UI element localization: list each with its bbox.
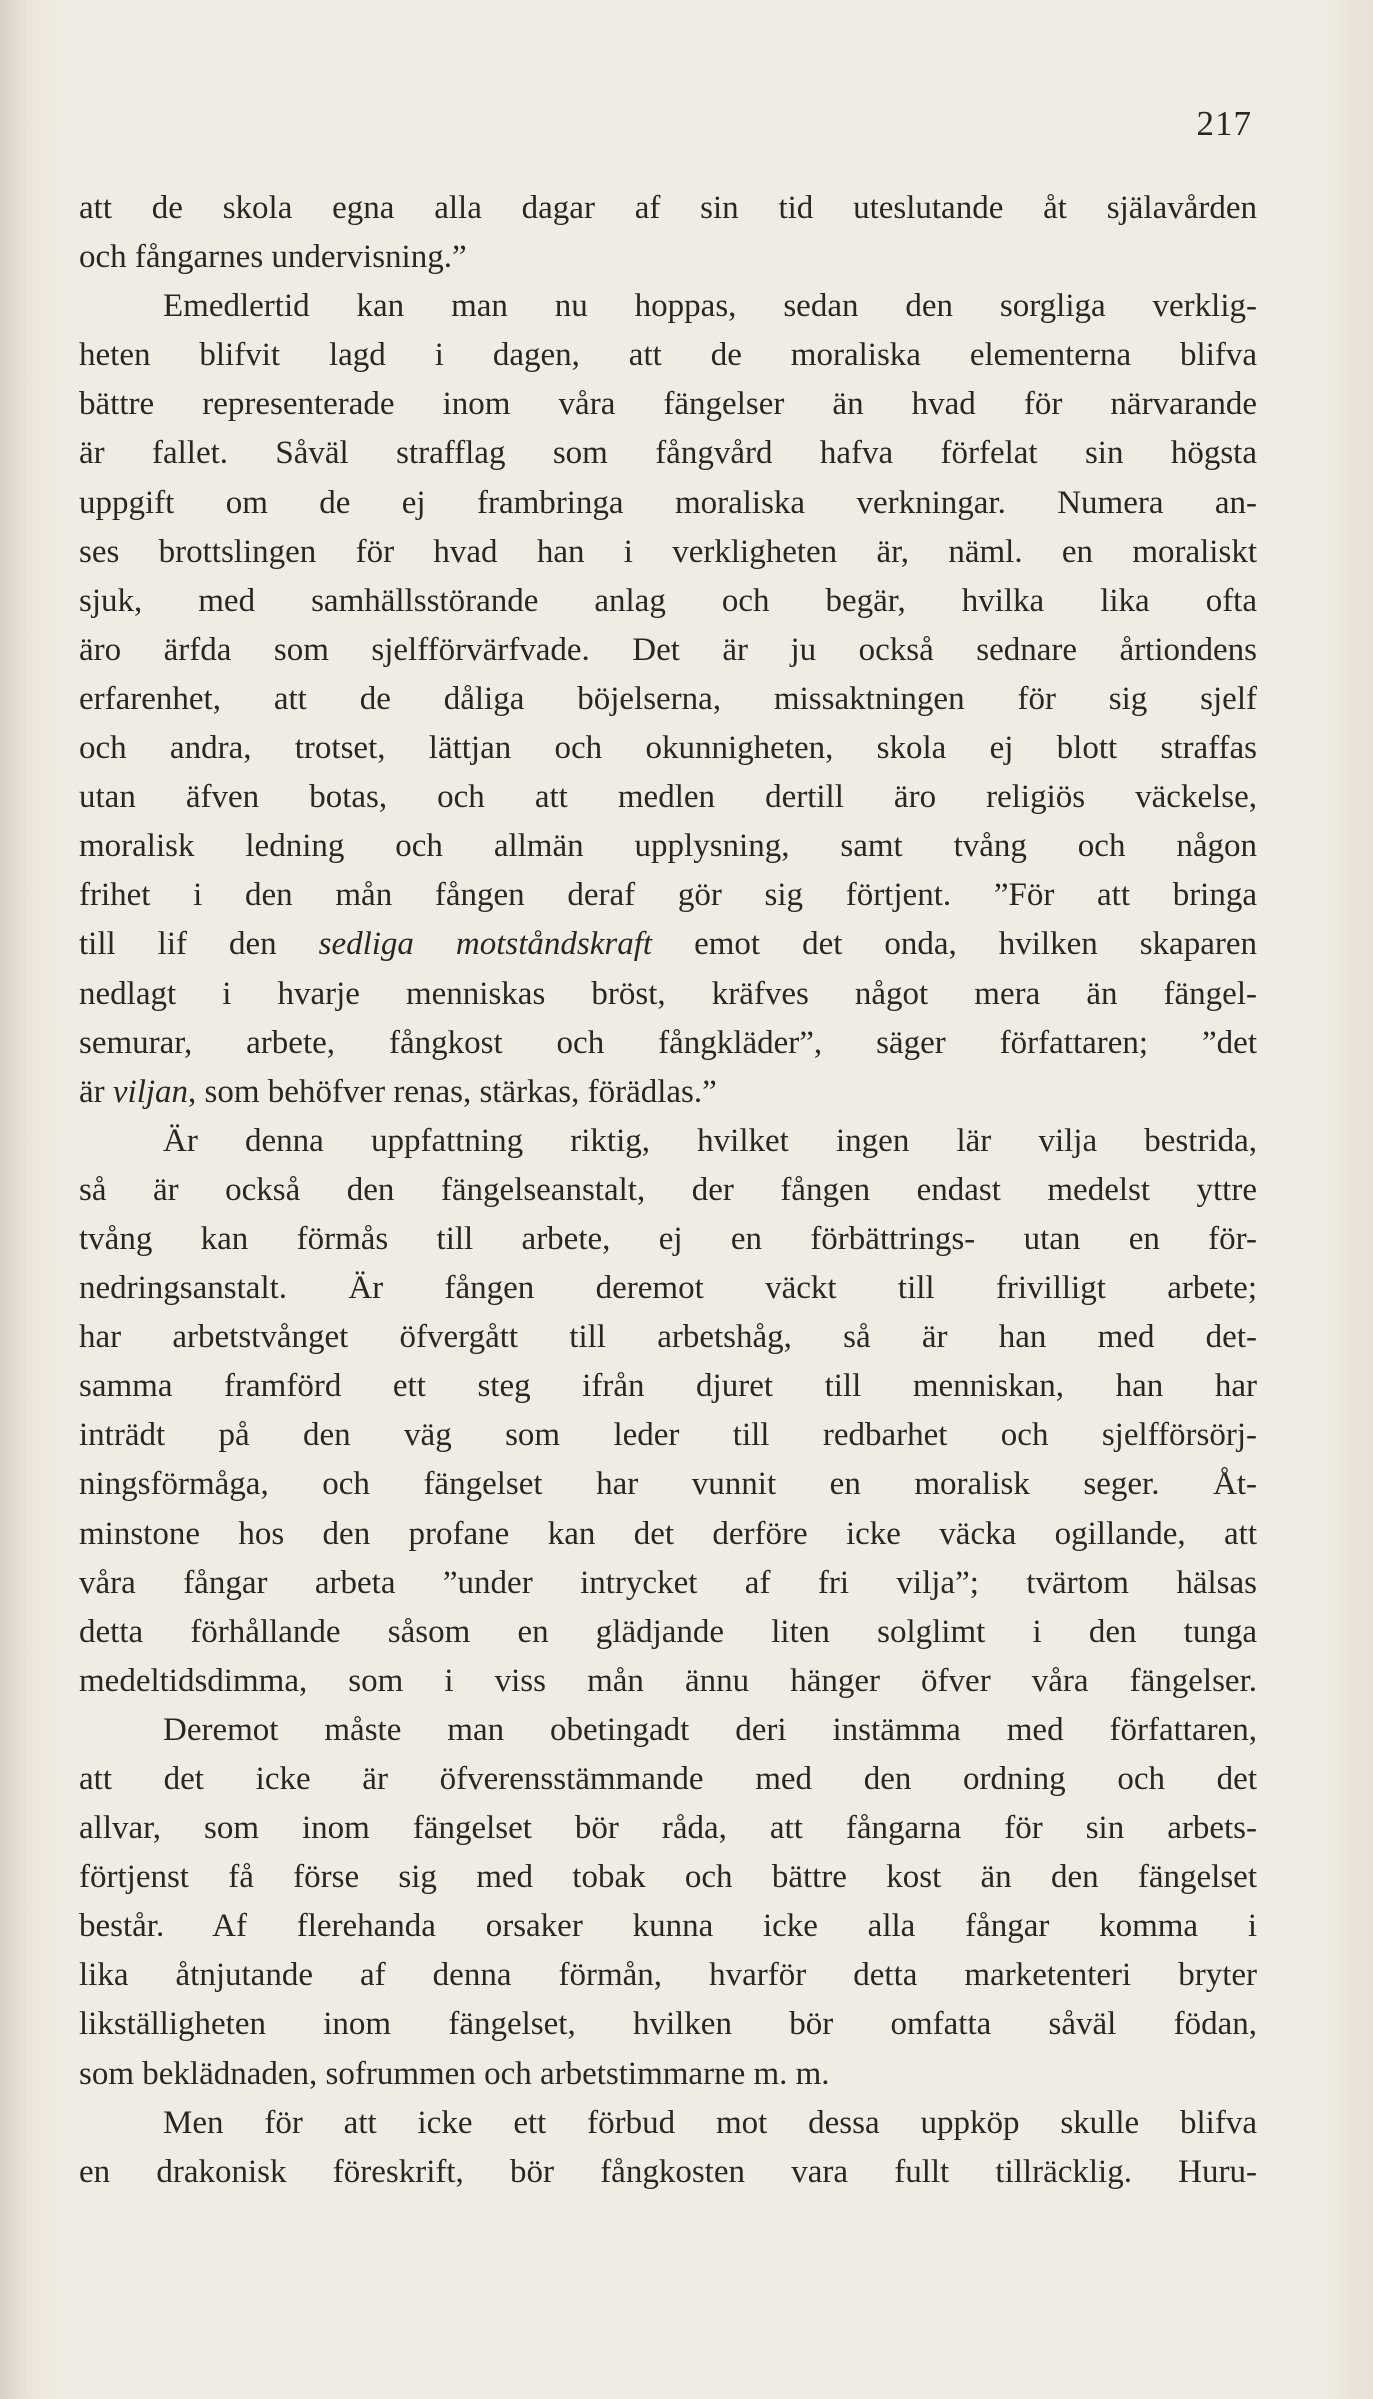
text-line: förtjenst få förse sig med tobak och bättre kost än den fängelset bbox=[79, 1859, 1257, 1896]
text-line: våra fångar arbeta ”under intrycket af fri vilja”; tvärtom hälsas bbox=[79, 1564, 1257, 1601]
text-line bbox=[79, 1068, 1257, 1117]
text-line: Emedlertid kan man nu hoppas, sedan den sorgliga verklig- bbox=[163, 288, 1257, 325]
text-line: minstone hos den profane kan det derföre icke väcka ogillande, att bbox=[79, 1515, 1257, 1552]
text-line: Men för att icke ett förbud mot dessa uppköp skulle blifva bbox=[163, 2104, 1257, 2141]
text-line: och andra, trotset, lättjan och okunnigheten, skola ej blott straffas bbox=[79, 730, 1257, 767]
text-line: utan äfven botas, och att medlen dertill äro religiös väckelse, bbox=[79, 779, 1257, 816]
text-line: att det icke är öfverensstämmande med den ordning och det bbox=[79, 1761, 1257, 1797]
text-line: och fångarnes undervisning.” bbox=[79, 239, 467, 276]
text-line: erfarenhet, att de dåliga böjelserna, missaktningen för sig sjelf bbox=[79, 680, 1257, 717]
text-line: heten blifvit lagd i dagen, att de moraliska elementerna blifva bbox=[79, 337, 1257, 374]
text-segment: till lif den bbox=[79, 926, 319, 963]
text-line: detta förhållande såsom en glädjande liten solglimt i den tunga bbox=[79, 1613, 1257, 1650]
text-line: att de skola egna alla dagar af sin tid uteslutande åt själavården bbox=[79, 190, 1257, 226]
text-line: äro ärfda som sjelfförvärfvade. Det är ju också sednare årtiondens bbox=[79, 631, 1257, 668]
text-line: moralisk ledning och allmän upplysning, samt tvång och någon bbox=[79, 828, 1257, 865]
text-segment: är bbox=[79, 1073, 113, 1110]
body-text bbox=[79, 184, 1257, 2197]
emphasis-text: sedliga motståndskraft bbox=[318, 926, 653, 963]
text-line: bättre representerade inom våra fängelser än hvad för närvarande bbox=[79, 386, 1257, 423]
text-line: ningsförmåga, och fängelset har vunnit en moralisk seger. Åt- bbox=[79, 1466, 1257, 1503]
text-line: är fallet. Såväl strafflag som fångvård hafva förfelat sin högsta bbox=[79, 435, 1257, 472]
text-line: uppgift om de ej frambringa moraliska verkningar. Numera an- bbox=[79, 484, 1257, 521]
text-segment: , som behöfver renas, stärkas, förädlas.” bbox=[188, 1073, 717, 1110]
text-line: sjuk, med samhällsstörande anlag och begär, hvilka lika ofta bbox=[79, 582, 1257, 619]
emphasis-text: viljan bbox=[112, 1073, 189, 1110]
text-line: allvar, som inom fängelset bör råda, att fångarna för sin arbets- bbox=[79, 1810, 1257, 1847]
text-line: lika åtnjutande af denna förmån, hvarför detta marketenteri bryter bbox=[79, 1957, 1257, 1994]
page-number: 217 bbox=[1196, 104, 1252, 143]
text-line: semurar, arbete, fångkost och fångkläder”, säger författaren; ”det bbox=[79, 1024, 1257, 1061]
text-line: som beklädnaden, sofrummen och arbetstimmarne m. m. bbox=[79, 2055, 830, 2092]
text-line: nedlagt i hvarje menniskas bröst, kräfves något mera än fängel- bbox=[79, 975, 1257, 1012]
text-line: nedringsanstalt. Är fången deremot väckt till frivilligt arbete; bbox=[79, 1270, 1257, 1307]
text-segment: emot det onda, hvilken skaparen bbox=[652, 926, 1257, 963]
text-line: Är denna uppfattning riktig, hvilket ingen lär vilja bestrida, bbox=[163, 1122, 1257, 1159]
text-line: ses brottslingen för hvad han i verkligheten är, näml. en moraliskt bbox=[79, 533, 1257, 570]
text-line: inträdt på den väg som leder till redbarhet och sjelfförsörj- bbox=[79, 1417, 1257, 1454]
text-line bbox=[79, 920, 1257, 969]
text-line: likställigheten inom fängelset, hvilken bör omfatta såväl födan, bbox=[79, 2006, 1257, 2043]
text-line: så är också den fängelseanstalt, der fången endast medelst yttre bbox=[79, 1171, 1257, 1208]
text-line: en drakonisk föreskrift, bör fångkosten vara fullt tillräcklig. Huru- bbox=[79, 2153, 1257, 2190]
text-line: består. Af flerehanda orsaker kunna icke alla fångar komma i bbox=[79, 1908, 1257, 1945]
text-line: samma framförd ett steg ifrån djuret till menniskan, han har bbox=[79, 1368, 1257, 1405]
text-line: frihet i den mån fången deraf gör sig förtjent. ”För att bringa bbox=[79, 877, 1257, 914]
text-line: Deremot måste man obetingadt deri instämma med författaren, bbox=[163, 1711, 1257, 1748]
text-line: medeltidsdimma, som i viss mån ännu hänger öfver våra fängelser. bbox=[79, 1662, 1257, 1699]
text-line: har arbetstvånget öfvergått till arbetshåg, så är han med det- bbox=[79, 1319, 1257, 1356]
text-line: tvång kan förmås till arbete, ej en förbättrings- utan en för- bbox=[79, 1220, 1257, 1257]
